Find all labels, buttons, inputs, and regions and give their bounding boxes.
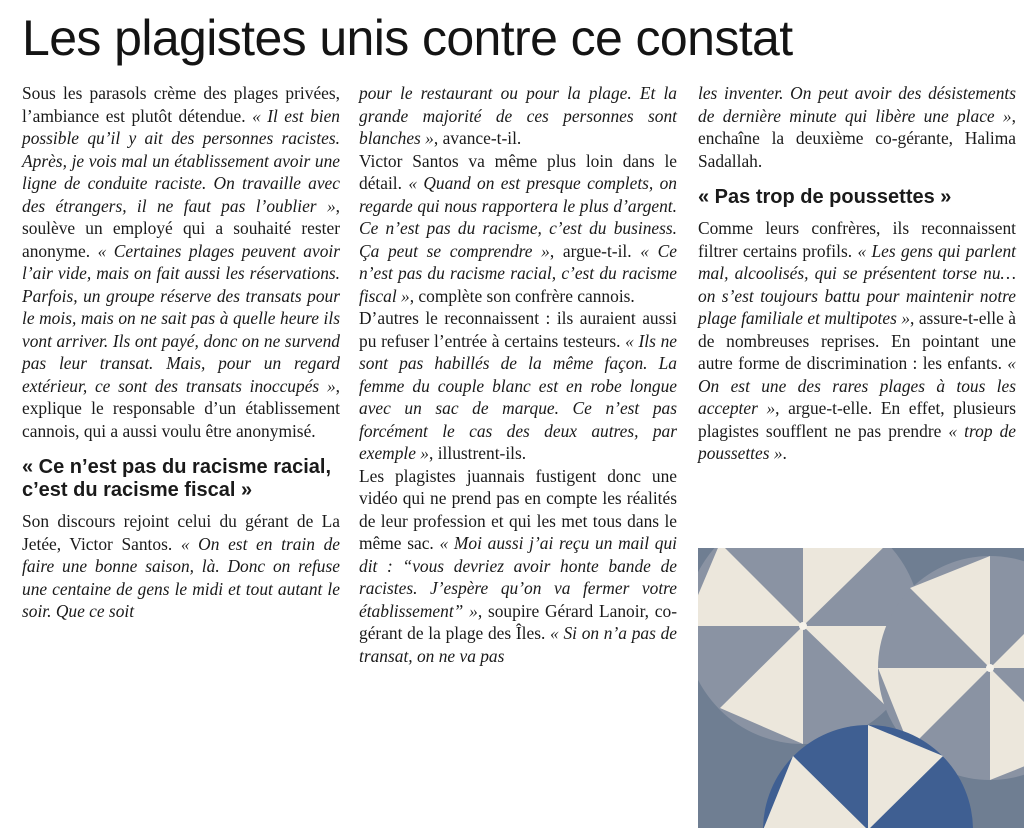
body-text: Son discours rejoint celui du gérant de La Jetée, Victor Santos. bbox=[22, 511, 340, 554]
parasols-illustration bbox=[698, 548, 1024, 828]
body-text: , assure-t-elle à de nombreuses reprises. En pointant une autre forme de discrimination : les enfants. bbox=[698, 308, 1016, 373]
quote-text: « On est une des rares plages à tous les accepter » bbox=[698, 353, 1016, 418]
quote-text: « Moi aussi j’ai reçu un mail qui dit : “vous devriez avoir honte bande de racistes. J’espère qu’on va fermer votre établissement” » bbox=[359, 533, 677, 621]
quote-text: « Quand on est presque complets, on regarde qui nous rapportera le plus d’argent. Ce n’est pas du racisme, c’est du business. Ça peut se comprendre » bbox=[359, 173, 677, 261]
body-text: D’autres le reconnaissent : ils auraient aussi pu refuser l’entrée à certains testeurs. bbox=[359, 308, 677, 351]
quote-text: « Les gens qui parlent mal, alcoolisés, qui se présentent torse nu… on s’est toujours battu pour maintenir notre plage familiale et multipotes » bbox=[698, 240, 1016, 328]
paragraph bbox=[359, 82, 677, 150]
quote-text: « Ce n’est pas du racisme racial, c’est du racisme fiscal » bbox=[359, 240, 677, 306]
body-text: , soupire Gérard Lanoir, co-gérant de la plage des Îles. bbox=[359, 600, 677, 643]
quote-text: « Si on n’a pas de transat, on ne va pas bbox=[359, 623, 677, 666]
body-text: , argue-t-elle. En effet, plusieurs plagistes soufflent ne pas prendre bbox=[698, 398, 1016, 441]
paragraph bbox=[359, 465, 677, 668]
parasols-photo bbox=[698, 548, 1024, 828]
body-text: Les plagistes juannais fustigent donc une vidéo qui ne prend pas en compte les réalités de leur profession et qui les met tous dans le même sac. bbox=[359, 465, 677, 553]
quote-text: « trop de poussettes » bbox=[698, 420, 1016, 463]
quote-text: « Certaines plages peuvent avoir l’air vide, mais on fait aussi les réservations. Parfois, un groupe réserve des transats pour le mois, mais on ne sait pas à quelle heure ils vont arriver. Ils ont payé, donc on ne survend pas leur transat. Mais, pour un regard extérieur, ce sont des transats inoccupés » bbox=[22, 240, 340, 396]
article-headline: Les plagistes unis contre ce constat bbox=[22, 10, 793, 66]
body-text: , avance-t-il. bbox=[433, 128, 522, 148]
paragraph bbox=[698, 217, 1016, 465]
body-text: Victor Santos va même plus loin dans le détail. bbox=[359, 150, 677, 193]
article-column-3 bbox=[698, 82, 1016, 465]
body-text: . bbox=[782, 443, 787, 463]
paragraph bbox=[22, 82, 340, 442]
body-text: Sous les parasols crème des plages privées, l’ambiance est plutôt détendue. bbox=[22, 83, 340, 126]
body-text: , explique le responsable d’un établissement cannois, qui a aussi voulu être anonymisé. bbox=[22, 375, 340, 441]
body-text: , argue-t-il. bbox=[549, 240, 641, 261]
quote-text: « Ils ne sont pas habillés de la même façon. La femme du couple blanc est en robe longue avec un sac de marque. Ce n’est pas forcément le cas des deux autres, par exemple » bbox=[359, 330, 677, 463]
body-text: Comme leurs confrères, ils reconnaissent filtrer certains profils. bbox=[698, 218, 1016, 261]
quote-text: les inventer. On peut avoir des désistements de dernière minute qui libère une place » bbox=[698, 83, 1016, 126]
body-text: , enchaîne la deuxième co-gérante, Halima Sadallah. bbox=[698, 105, 1016, 171]
body-text: , illustrent-ils. bbox=[429, 443, 527, 463]
section-subheading: « Ce n’est pas du racisme racial, c’est du racisme fiscal » bbox=[22, 456, 332, 501]
article-column-2 bbox=[359, 82, 677, 667]
quote-text: « Il est bien possible qu’il y ait des personnes racistes. Après, je vois mal un établissement avoir une ligne de conduite raciste. On travaille avec des étrangers, il ne faut pas l’oublier » bbox=[22, 105, 341, 216]
paragraph bbox=[359, 307, 677, 465]
article-column-1 bbox=[22, 82, 340, 623]
quote-text: « On est en train de faire une bonne saison, là. Donc on refuse une centaine de gens le midi et tout autant le soir. Que ce soit bbox=[22, 533, 340, 621]
quote-text: pour le restaurant ou pour la plage. Et la grande majorité de ces personnes sont blanches » bbox=[359, 83, 677, 148]
body-text: , complète son confrère cannois. bbox=[409, 285, 635, 306]
body-text: , soulève un employé qui a souhaité rester anonyme. bbox=[22, 195, 340, 261]
paragraph bbox=[22, 510, 340, 623]
paragraph bbox=[698, 82, 1016, 172]
section-subheading: « Pas trop de poussettes » bbox=[698, 186, 952, 208]
paragraph bbox=[359, 150, 677, 308]
